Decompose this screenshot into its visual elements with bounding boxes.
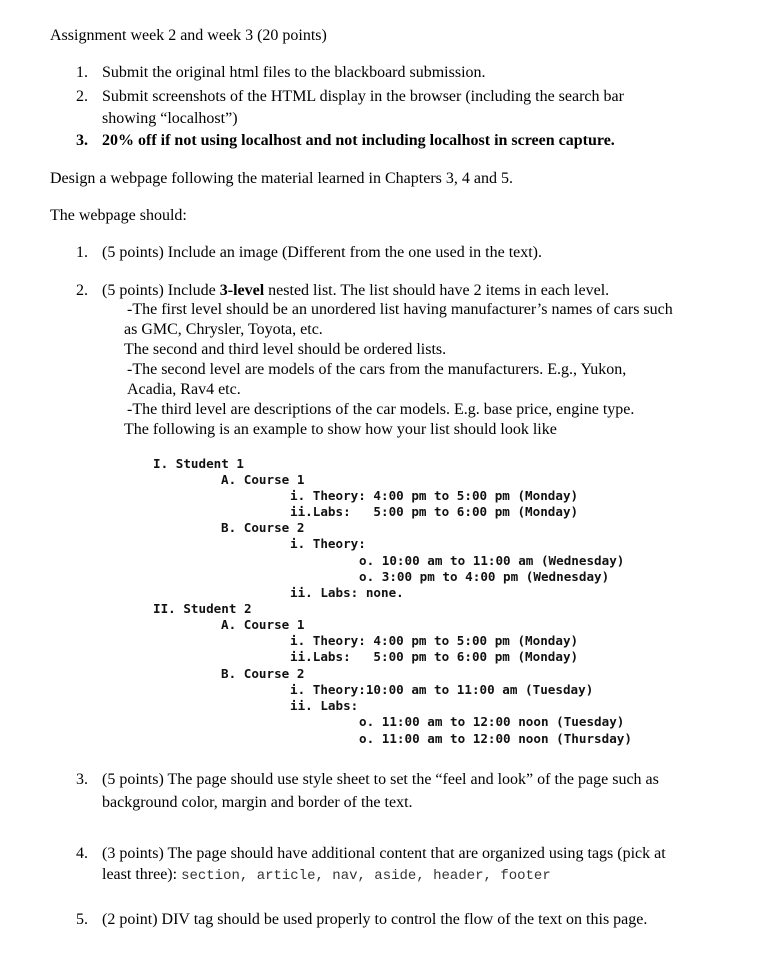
requirement-3-line-2: background color, margin and border of the text. <box>102 794 413 811</box>
example-line-6: i. Theory: <box>290 536 366 551</box>
example-line-7: o. 10:00 am to 11:00 am (Wednesday) <box>359 553 625 568</box>
example-line-3: i. Theory: 4:00 pm to 5:00 pm (Monday) <box>290 488 579 503</box>
requirement-2-line-4: -The second level are models of the cars from the manufacturers. E.g., Yukon, <box>127 361 627 378</box>
requirement-4-line-2-text: least three): <box>102 866 182 883</box>
requirement-number-2: 2. <box>76 282 88 299</box>
requirement-2-line-5: Acadia, Rav4 etc. <box>127 381 241 398</box>
submission-item-1: Submit the original html files to the blackboard submission. <box>102 64 486 81</box>
submission-number-3: 3. <box>76 132 88 149</box>
requirement-5-text: (2 point) DIV tag should be used properly to control the flow of the text on this page. <box>102 911 648 928</box>
example-line-1: I. Student 1 <box>153 456 244 471</box>
requirement-2-post: nested list. The list should have 2 items in each level. <box>264 282 610 299</box>
requirement-2-line-1: -The first level should be an unordered list having manufacturer’s names of cars such <box>127 301 673 318</box>
example-line-4: ii.Labs: 5:00 pm to 6:00 pm (Monday) <box>290 504 579 519</box>
requirement-2-bold: 3-level <box>219 282 265 299</box>
submission-number-2: 2. <box>76 88 88 105</box>
requirement-2-line-6: -The third level are descriptions of the car models. E.g. base price, engine type. <box>127 401 635 418</box>
example-line-14: B. Course 2 <box>221 666 305 681</box>
requirement-4-line-1: (3 points) The page should have additional content that are organized using tags (pick at <box>102 845 666 862</box>
example-line-18: o. 11:00 am to 12:00 noon (Thursday) <box>359 731 632 746</box>
requirement-number-1: 1. <box>76 244 88 261</box>
assignment-title: Assignment week 2 and week 3 (20 points) <box>50 27 327 44</box>
example-line-5: B. Course 2 <box>221 520 305 535</box>
example-line-11: A. Course 1 <box>221 617 305 632</box>
requirement-4-line-2 <box>102 865 551 886</box>
requirement-3-line-1: (5 points) The page should use style sheet to set the “feel and look” of the page such as <box>102 771 659 788</box>
example-line-17: o. 11:00 am to 12:00 noon (Tuesday) <box>359 714 625 729</box>
example-line-10: II. Student 2 <box>153 601 252 616</box>
requirement-number-5: 5. <box>76 911 88 928</box>
example-line-8: o. 3:00 pm to 4:00 pm (Wednesday) <box>359 569 610 584</box>
requirement-2-heading <box>102 281 609 301</box>
example-line-16: ii. Labs: <box>290 698 359 713</box>
requirement-number-3: 3. <box>76 771 88 788</box>
requirement-2-line-3: The second and third level should be ordered lists. <box>124 341 447 358</box>
requirement-1-text: (5 points) Include an image (Different from the one used in the text). <box>102 244 543 261</box>
requirement-4-tag-list: section, article, nav, aside, header, footer <box>181 868 551 884</box>
example-line-9: ii. Labs: none. <box>290 585 404 600</box>
design-intro: Design a webpage following the material learned in Chapters 3, 4 and 5. <box>50 170 513 187</box>
submission-item-2-line-2: showing “localhost”) <box>102 110 238 127</box>
requirement-2-pre: (5 points) Include <box>102 282 220 299</box>
example-line-12: i. Theory: 4:00 pm to 5:00 pm (Monday) <box>290 633 579 648</box>
example-line-2: A. Course 1 <box>221 472 305 487</box>
requirement-2-line-2: as GMC, Chrysler, Toyota, etc. <box>124 321 323 338</box>
requirement-number-4: 4. <box>76 845 88 862</box>
submission-item-3: 20% off if not using localhost and not including localhost in screen capture. <box>102 132 615 149</box>
example-line-13: ii.Labs: 5:00 pm to 6:00 pm (Monday) <box>290 649 579 664</box>
should-intro: The webpage should: <box>50 207 187 224</box>
example-line-15: i. Theory:10:00 am to 11:00 am (Tuesday) <box>290 682 594 697</box>
submission-number-1: 1. <box>76 64 88 81</box>
requirement-2-line-7: The following is an example to show how your list should look like <box>124 421 557 438</box>
submission-item-2-line-1: Submit screenshots of the HTML display in the browser (including the search bar <box>102 88 624 105</box>
